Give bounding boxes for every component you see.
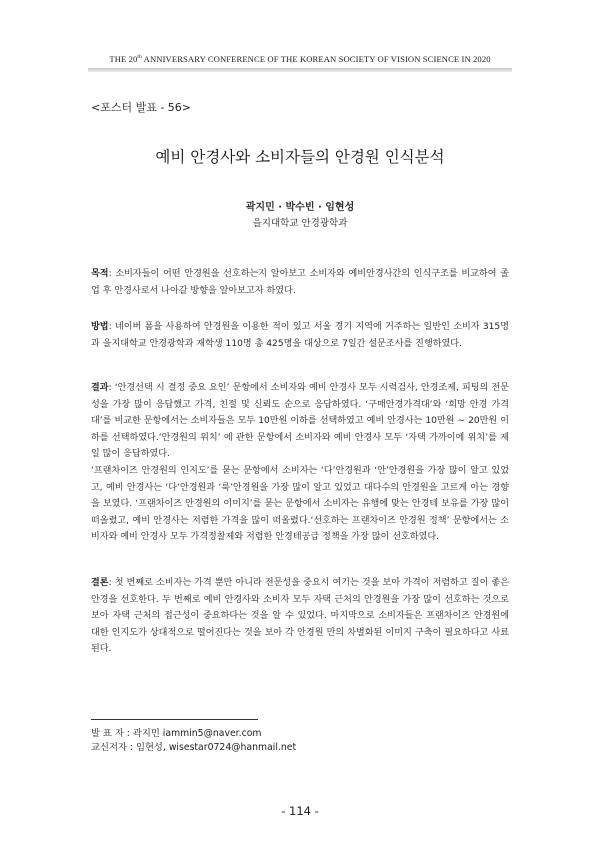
section-text: : 첫 번째로 소비자는 가격 뿐만 아니라 전문성을 중요시 여기는 것을 보아 가격이 저렴하고 질이 좋은 안경을 선호한다. 두 번째로 예비 안경사와 소비자 모두 자택 근처의 안경원을 가장 많이 선호하는 것으로 보아 자택 근처의 접근성이 중요하다는 것을 알 수 있었다. 마지막으로 소비자들은 프랜차이즈 안경원에 대한 인지도가 상대적으로 떨어진다는 것을 보아 각 안경원 만의 차별화된 이미지 구축이 필요하다고 사료된다. — [91, 578, 509, 655]
section-text-continued: ‘프랜차이즈 안경원의 인지도’를 묻는 문항에서 소비자는 ‘다’안경원과 ‘안’안경원을 가장 많이 알고 있었고, 예비 안경사는 ‘다’안경원과 ‘룩’안경원을 가장 많이 알고 있었고 대다수의 안경원을 고르게 아는 경향을 보였다. ‘프랜차이즈 안경원의 이미지’를 묻는 문항에서 소비자는 유행에 맞는 안경테 보유를 가장 많이 떠올렸고, 예비 안경사는 저렴한 가격을 많이 떠올렸다.‘선호하는 프랜차이즈 안경원 정책’ 문항에서는 소비자와 예비 안경사 모두 가격정찰제와 저렴한 안경테공급 정책을 가장 많이 선호하였다. — [91, 465, 509, 543]
section-label: 결과 — [91, 383, 109, 393]
footnote-presenter: 발 표 자 : 곽지민 iammin5@naver.com — [91, 728, 262, 739]
section-label: 결론 — [91, 578, 109, 588]
section-text: : 소비자들이 어떤 안경원을 선호하는지 알아보고 소비자와 예비안경사간의 인식구조를 비교하여 졸업 후 안경사로서 나아갈 방향을 알아보고자 하였다. — [91, 269, 509, 296]
section-text: : ‘안경선택 시 결정 중요 요인’ 문항에서 소비자와 예비 안경사 모두 시력검사, 안경조제, 피팅의 전문성을 가장 많이 응답했고 가격, 친절 및 신뢰도 순으로 응답하였다. ‘구매안경가격대’와 ‘희망 안경 가격대’를 비교한 문항에서는 소비자들은 모두 10만원 이하를 선택하였고 예비 안경사는 10만원 ∼ 20만원 이하를 선택하였다.‘안경원의 위치’ 에 관한 문항에서 소비자와 예비 안경사 모두 ‘자택 가까이에 위치’를 제일 많이 응답하였다. — [91, 383, 509, 460]
poster-tag: <포스터 발표 - 56> — [91, 101, 192, 114]
section-conclusion — [91, 575, 509, 658]
paper-title: 예비 안경사와 소비자들의 안경원 인식분석 — [155, 148, 445, 166]
section-label: 방법 — [91, 322, 109, 332]
affiliation: 을지대학교 안경광학과 — [252, 218, 348, 229]
section-results — [91, 380, 509, 546]
conference-header: THE 20th ANNIVERSARY CONFERENCE OF THE KOREAN SOCIETY OF VISION SCIENCE IN 2020 — [109, 54, 491, 64]
footnote-rule — [91, 719, 258, 720]
page-number: - 114 - — [281, 804, 319, 818]
section-purpose — [91, 266, 509, 299]
footnote-corresponding: 교신저자 : 임현성, wisestar0724@hanmail.net — [91, 742, 297, 753]
section-label: 목적 — [91, 269, 109, 279]
section-method — [91, 319, 509, 352]
authors: 곽지민 · 박수빈 · 임현성 — [245, 202, 355, 213]
section-text: : 네이버 폼을 사용하여 안경원을 이용한 적이 있고 서울 경기 지역에 거주하는 일반인 소비자 315명과 을지대학교 안경광학과 재학생 110명 총 425명을 대상으로 7일간 설문조사를 진행하였다. — [91, 322, 509, 349]
header-rule — [88, 68, 512, 72]
